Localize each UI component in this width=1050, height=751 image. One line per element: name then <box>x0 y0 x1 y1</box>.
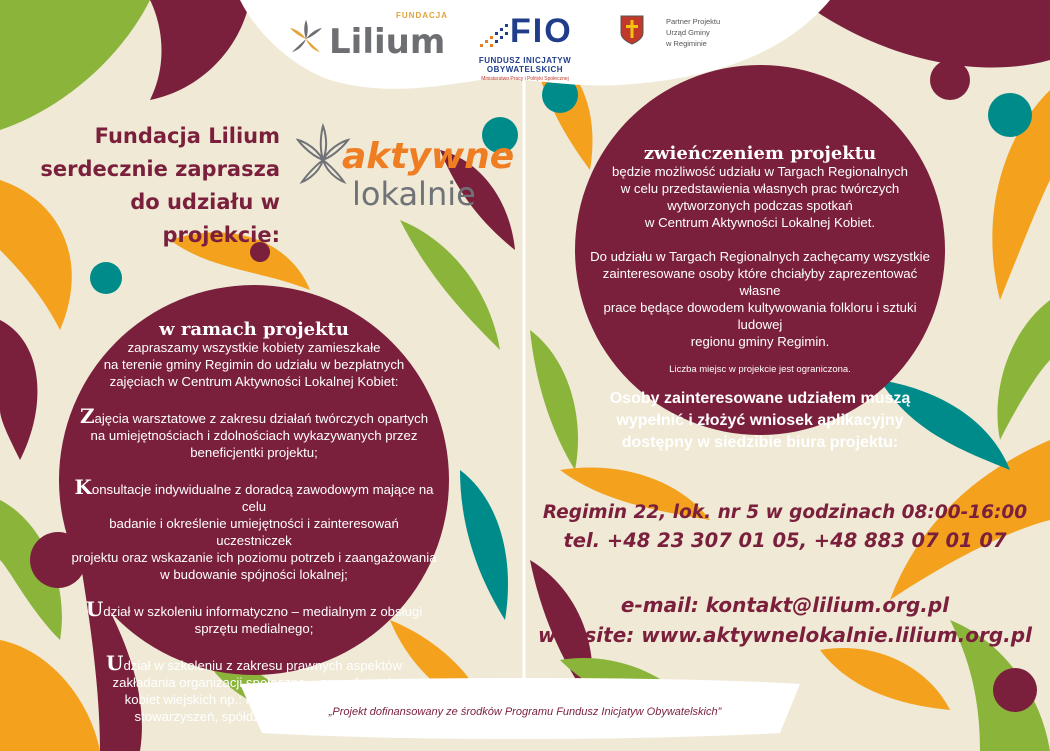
para2-line-1: Do udziału w Targach Regionalnych zachęcamy wszystkie <box>590 249 930 264</box>
aktywne-lokalnie-logo <box>288 118 515 218</box>
item-2-line-4: w budowanie spójności lokalnej; <box>160 567 348 582</box>
coat-of-arms-icon <box>620 15 644 45</box>
call-line-3: dostępny w siedzibie biura projektu: <box>621 434 899 451</box>
item-4-line-3: kobiet wiejskich np.: kół gospodyń wiejskich, <box>124 692 384 707</box>
email-link[interactable]: e-mail: kontakt@lilium.org.pl <box>620 593 950 617</box>
item-1-line-3: beneficjentki projektu; <box>190 445 318 460</box>
left-heading: w ramach projektu <box>159 319 349 340</box>
item-3: Udział w szkoleniu informatyczno – medialnym z obsługi <box>85 597 423 621</box>
title-line-2: serdecznie zaprasza <box>40 157 280 181</box>
fio-logo <box>470 10 580 85</box>
item-4: Udział w szkoleniu z zakresu prawnych aspektów <box>106 651 402 675</box>
fio-line2: OBYWATELSKICH <box>486 65 564 74</box>
office-contact <box>530 500 1040 556</box>
para2-line-4: regionu gminy Regimin. <box>690 334 830 349</box>
para2-line-3: prace będące dowodem kultywowania folkloru i sztuki ludowej <box>603 300 917 332</box>
lilium-name: Lilium <box>329 22 446 62</box>
right-circle-content <box>590 145 930 454</box>
fio-dots-icon <box>478 14 510 50</box>
partner-line-2: Urząd Gminy <box>666 28 710 37</box>
lilium-fundacja-label: FUNDACJA <box>396 11 448 20</box>
phone-numbers: tel. +48 23 307 01 05, +48 883 07 01 07 <box>563 529 1007 552</box>
call-line-2: wypełnić i złożyć wniosek aplikacyjny <box>616 412 904 429</box>
partner-block <box>620 12 750 62</box>
left-circle-content <box>70 320 438 725</box>
invitation-title <box>40 120 280 252</box>
intro-line-3: zajęciach w Centrum Aktywności Lokalnej Kobiet: <box>109 374 399 389</box>
item-2-line-2: badanie i określenie umiejętności i zainteresowań uczestniczek <box>109 516 399 548</box>
funding-footer: „Projekt dofinansowany ze środków Programu Fundusz Inicjatyw Obywatelskich” <box>328 706 722 718</box>
para2-line-2: zainteresowane osoby które chciałyby zaprezentować własne <box>602 266 918 298</box>
item-3-line-2: sprzętu medialnego; <box>194 621 314 636</box>
title-line-3: do udziału w projekcie: <box>130 190 280 247</box>
fio-name: FIO <box>510 12 573 50</box>
limit-note: Liczba miejsc w projekcie jest ograniczona. <box>669 364 851 375</box>
intro-line-2: na terenie gminy Regimin do udziału w bezpłatnych <box>103 357 405 372</box>
office-address: Regimin 22, lok. nr 5 w godzinach 08:00-16:00 <box>542 502 1028 523</box>
logo-lokalnie: lokalnie <box>352 175 476 213</box>
title-line-1: Fundacja Lilium <box>94 124 280 148</box>
intro-line-1: zapraszamy wszystkie kobiety zamieszkałe <box>127 340 381 355</box>
lilium-logo <box>284 10 448 65</box>
right-heading: zwieńczeniem projektu <box>643 143 877 164</box>
item-1: Zajęcia warsztatowe z zakresu działań twórczych opartych <box>79 404 429 428</box>
para1-line-1: będzie możliwość udziału w Targach Regionalnych <box>612 164 908 179</box>
para1-line-2: w celu przedstawienia własnych prac twórczych <box>620 181 900 196</box>
fio-ministry: Ministerstwo Pracy i Polityki Społecznej <box>481 76 569 82</box>
item-2: Konsultacje indywidualne z doradcą zawodowym mające na celu <box>74 475 434 514</box>
logo-aktywne: aktywne <box>342 136 515 177</box>
lilium-flower-icon <box>284 18 328 60</box>
call-line-1: Osoby zainteresowane udziałem muszą <box>609 390 911 407</box>
para1-line-3: wytworzonych podczas spotkań <box>667 198 853 213</box>
partner-line-3: w Regiminie <box>666 39 707 48</box>
online-contact <box>530 590 1040 650</box>
partner-line-1: Partner Projektu <box>666 17 721 26</box>
fio-line1: FUNDUSZ INICJATYW <box>478 56 572 65</box>
item-2-line-3: projektu oraz wskazanie ich poziomu potrzeb i zaangażowania <box>71 550 437 565</box>
para1-line-4: w Centrum Aktywności Lokalnej Kobiet. <box>644 215 876 230</box>
website-link[interactable]: website: www.aktywnelokalnie.lilium.org.pl <box>538 623 1032 647</box>
item-4-line-2: zakładania organizacji społeczno – zawodowych <box>112 675 396 690</box>
item-4-line-4: stowarzyszeń, spółdzielni socjalnych itp.; <box>134 709 374 724</box>
item-1-line-2: na umiejętnościach i zdolnościach wykazywanych przez <box>90 428 418 443</box>
